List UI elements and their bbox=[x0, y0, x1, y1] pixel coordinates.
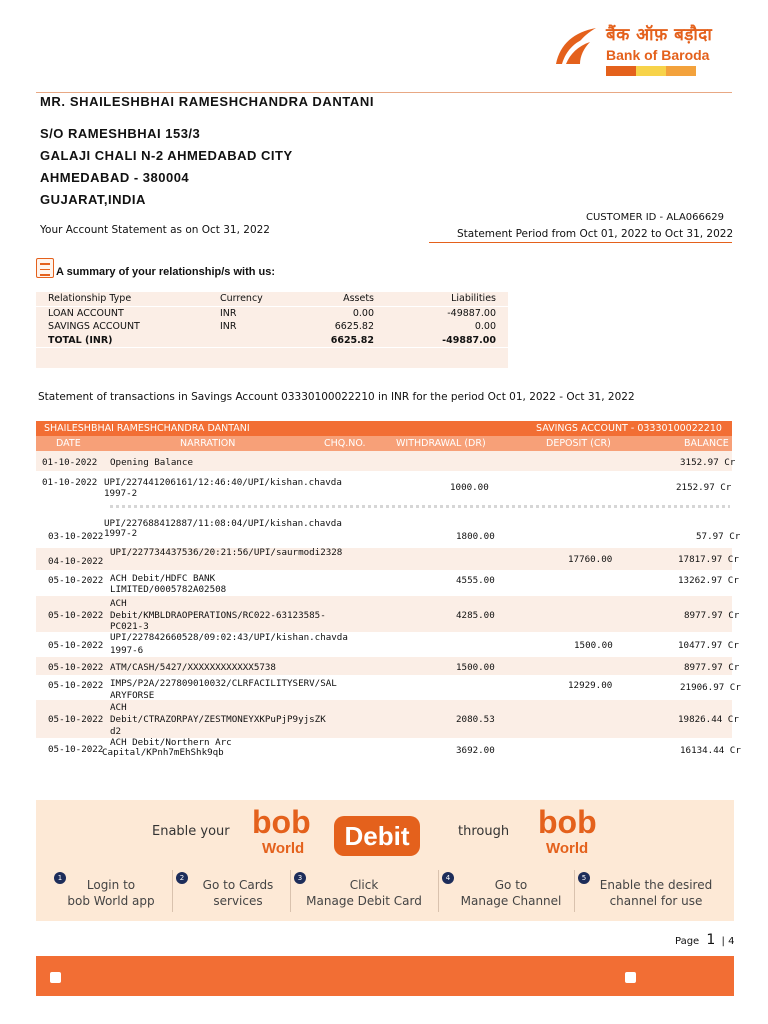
banner-enable-text: Enable your bbox=[152, 824, 230, 839]
summary-row bbox=[36, 306, 508, 320]
txn-date: 05-10-2022 bbox=[48, 680, 104, 691]
footer-square-icon bbox=[50, 972, 61, 983]
step-line: Click bbox=[349, 878, 379, 892]
txn-narration: UPI/227842660528/09:02:43/UPI/kishan.chavda bbox=[110, 632, 348, 643]
statement-period: Statement Period from Oct 01, 2022 to Oct 31, 2022 bbox=[457, 228, 734, 240]
txn-narration: UPI/227688412887/11:08:04/UPI/kishan.chavda bbox=[104, 518, 342, 529]
txn-deposit: 1500.00 bbox=[574, 640, 613, 651]
txn-balance: 19826.44 Cr bbox=[678, 714, 739, 725]
step-line: Manage Channel bbox=[460, 894, 562, 908]
banner-through-text: through bbox=[458, 824, 510, 839]
txn-withdrawal: 1800.00 bbox=[456, 531, 495, 542]
banner-bob-logo: bob bbox=[538, 804, 597, 840]
txn-balance: 3152.97 Cr bbox=[680, 457, 736, 468]
summary-table bbox=[36, 292, 508, 368]
clipboard-icon bbox=[36, 258, 54, 278]
banner-world-text: World bbox=[262, 840, 305, 857]
summary-cell: 0.00 bbox=[302, 306, 386, 320]
page-separator: | bbox=[721, 936, 725, 947]
txn-narration: ACH Debit/Northern Arc bbox=[110, 737, 232, 748]
txn-narration: Debit/CTRAZORPAY/ZESTMONEYXKPuPjP9yjsZK bbox=[110, 714, 326, 725]
customer-id: CUSTOMER ID - ALA066629 bbox=[586, 212, 724, 223]
txn-deposit: 12929.00 bbox=[568, 680, 613, 691]
summary-cell: INR bbox=[208, 306, 302, 320]
summary-cell: 6625.82 bbox=[334, 321, 374, 333]
txn-deposit: 17760.00 bbox=[568, 554, 613, 565]
txn-withdrawal: 3692.00 bbox=[456, 745, 495, 756]
page-total: 4 bbox=[728, 936, 735, 947]
step-divider bbox=[172, 870, 173, 912]
col-chqno: CHQ.NO. bbox=[324, 438, 366, 449]
txn-narration: UPI/227441206161/12:46:40/UPI/kishan.chavda bbox=[104, 477, 342, 488]
banner-world-text: World bbox=[546, 840, 589, 857]
txn-narration: LIMITED/0005782A02508 bbox=[110, 584, 227, 595]
txn-balance: 21906.97 Cr bbox=[680, 682, 741, 693]
promo-banner[interactable] bbox=[36, 800, 734, 921]
txn-narration: Opening Balance bbox=[110, 457, 193, 468]
step-number: 5 bbox=[578, 872, 590, 884]
column-header-band bbox=[36, 436, 732, 451]
banner-debit-badge: Debit bbox=[334, 816, 420, 856]
account-label: SAVINGS ACCOUNT - 03330100022210 bbox=[536, 423, 722, 434]
summary-cell: 0.00 bbox=[474, 321, 496, 333]
transactions-title: Statement of transactions in Savings Account 03330100022210 in INR for the period Oct 01, 2022 - Oct 31, 2022 bbox=[38, 391, 635, 403]
txn-balance: 13262.97 Cr bbox=[678, 575, 739, 586]
step-line: Login to bbox=[86, 878, 136, 892]
summary-header-row bbox=[36, 292, 508, 306]
txn-withdrawal: 1500.00 bbox=[456, 662, 495, 673]
summary-title: A summary of your relationship/s with us: bbox=[56, 266, 276, 278]
txn-balance: 57.97 Cr bbox=[696, 531, 741, 542]
txn-narration: ATM/CASH/5427/XXXXXXXXXXXX5738 bbox=[110, 662, 276, 673]
period-underline bbox=[429, 242, 732, 243]
step-line: Manage Debit Card bbox=[306, 894, 422, 908]
txn-narration: 1997-2 bbox=[104, 528, 138, 539]
txn-date: 05-10-2022 bbox=[48, 610, 104, 621]
col-balance: BALANCE bbox=[684, 438, 729, 449]
txn-narration: ACH bbox=[110, 702, 127, 713]
txn-date: 05-10-2022 bbox=[48, 575, 104, 586]
txn-withdrawal: 1000.00 bbox=[450, 482, 489, 493]
page-current: 1 bbox=[706, 932, 716, 948]
bank-name-hindi: बैंक ऑफ़ बड़ौदा bbox=[606, 25, 713, 45]
txn-withdrawal: 2080.53 bbox=[456, 714, 495, 725]
address-line: AHMEDABAD - 380004 bbox=[40, 170, 190, 185]
step-number: 2 bbox=[176, 872, 188, 884]
summary-total-row bbox=[36, 334, 508, 348]
step-divider bbox=[290, 870, 291, 912]
summary-cell: LOAN ACCOUNT bbox=[36, 306, 208, 320]
txn-balance: 10477.97 Cr bbox=[678, 640, 739, 651]
account-holder-band bbox=[36, 421, 732, 436]
txn-balance: 17817.97 Cr bbox=[678, 554, 739, 565]
address-line: GUJARAT,INDIA bbox=[40, 192, 146, 207]
txn-narration: ACH bbox=[110, 598, 127, 609]
txn-withdrawal: 4285.00 bbox=[456, 610, 495, 621]
txn-withdrawal: 4555.00 bbox=[456, 575, 495, 586]
logo-strip bbox=[606, 66, 636, 76]
logo-strip bbox=[666, 66, 696, 76]
step-line: Go to Cards bbox=[202, 878, 274, 892]
col-narration: NARRATION bbox=[180, 438, 236, 449]
step-line: bob World app bbox=[67, 894, 155, 908]
statement-as-on: Your Account Statement as on Oct 31, 2022 bbox=[40, 224, 270, 236]
col-withdrawal: WITHDRAWAL (DR) bbox=[396, 438, 486, 449]
logo-strip bbox=[636, 66, 666, 76]
summary-header: Currency bbox=[220, 293, 263, 305]
txn-narration: ACH Debit/HDFC BANK bbox=[110, 573, 216, 584]
txn-balance: 8977.97 Cr bbox=[684, 662, 740, 673]
summary-cell: -49887.00 bbox=[386, 306, 508, 320]
summary-header: Liabilities bbox=[451, 293, 496, 305]
col-date: DATE bbox=[56, 438, 81, 449]
summary-cell: 6625.82 bbox=[330, 334, 374, 346]
bank-logo-icon bbox=[552, 24, 600, 70]
summary-header: Relationship Type bbox=[48, 293, 132, 305]
txn-narration: Debit/KMBLDRAOPERATIONS/RC022-63123585- bbox=[110, 610, 326, 621]
holder-name: SHAILESHBHAI RAMESHCHANDRA DANTANI bbox=[44, 423, 250, 434]
summary-row bbox=[36, 320, 508, 334]
bank-name-english: Bank of Baroda bbox=[606, 47, 710, 63]
col-deposit: DEPOSIT (CR) bbox=[546, 438, 611, 449]
txn-narration: 1997-2 bbox=[104, 488, 138, 499]
txn-date: 01-10-2022 bbox=[42, 477, 98, 488]
txn-date: 03-10-2022 bbox=[48, 531, 104, 542]
txn-narration: ARYFORSE bbox=[110, 690, 155, 701]
txn-narration: Capital/KPnh7mEhShk9qb bbox=[102, 747, 224, 758]
txn-narration: IMPS/P2A/227809010032/CLRFACILITYSERV/SAL bbox=[110, 678, 337, 689]
txn-date: 01-10-2022 bbox=[42, 457, 98, 468]
page-number bbox=[675, 932, 734, 948]
summary-cell: -49887.00 bbox=[442, 334, 496, 346]
txn-balance: 16134.44 Cr bbox=[680, 745, 741, 756]
summary-cell: SAVINGS ACCOUNT bbox=[48, 321, 140, 333]
header-divider bbox=[36, 92, 732, 93]
summary-cell: TOTAL (INR) bbox=[48, 334, 113, 346]
cut-row-artifact bbox=[110, 505, 730, 508]
txn-date: 05-10-2022 bbox=[48, 640, 104, 651]
address-line: S/O RAMESHBHAI 153/3 bbox=[40, 126, 201, 141]
txn-balance: 2152.97 Cr bbox=[676, 482, 732, 493]
footer-square-icon bbox=[625, 972, 636, 983]
txn-narration: UPI/227734437536/20:21:56/UPI/saurmodi2328 bbox=[110, 547, 343, 558]
step-line: channel for use bbox=[609, 894, 703, 908]
summary-header: Assets bbox=[343, 293, 374, 305]
summary-cell: INR bbox=[220, 321, 237, 333]
summary-cell bbox=[208, 334, 302, 348]
txn-date: 04-10-2022 bbox=[48, 556, 104, 567]
customer-name: MR. SHAILESHBHAI RAMESHCHANDRA DANTANI bbox=[40, 94, 375, 109]
txn-narration: d2 bbox=[110, 726, 122, 737]
step-line: Go to bbox=[494, 878, 528, 892]
page-label: Page bbox=[675, 936, 700, 947]
address-line: GALAJI CHALI N-2 AHMEDABAD CITY bbox=[40, 148, 293, 163]
txn-narration: 1997-6 bbox=[110, 645, 144, 656]
step-divider bbox=[438, 870, 439, 912]
txn-date: 05-10-2022 bbox=[48, 744, 104, 755]
step-number: 1 bbox=[54, 872, 66, 884]
step-number: 4 bbox=[442, 872, 454, 884]
step-number: 3 bbox=[294, 872, 306, 884]
banner-bob-logo: bob bbox=[252, 804, 311, 840]
txn-balance: 8977.97 Cr bbox=[684, 610, 740, 621]
step-line: services bbox=[213, 894, 263, 908]
txn-date: 05-10-2022 bbox=[48, 714, 104, 725]
txn-narration: PC021-3 bbox=[110, 621, 149, 632]
step-divider bbox=[574, 870, 575, 912]
txn-date: 05-10-2022 bbox=[48, 662, 104, 673]
step-line: Enable the desired bbox=[599, 878, 713, 892]
